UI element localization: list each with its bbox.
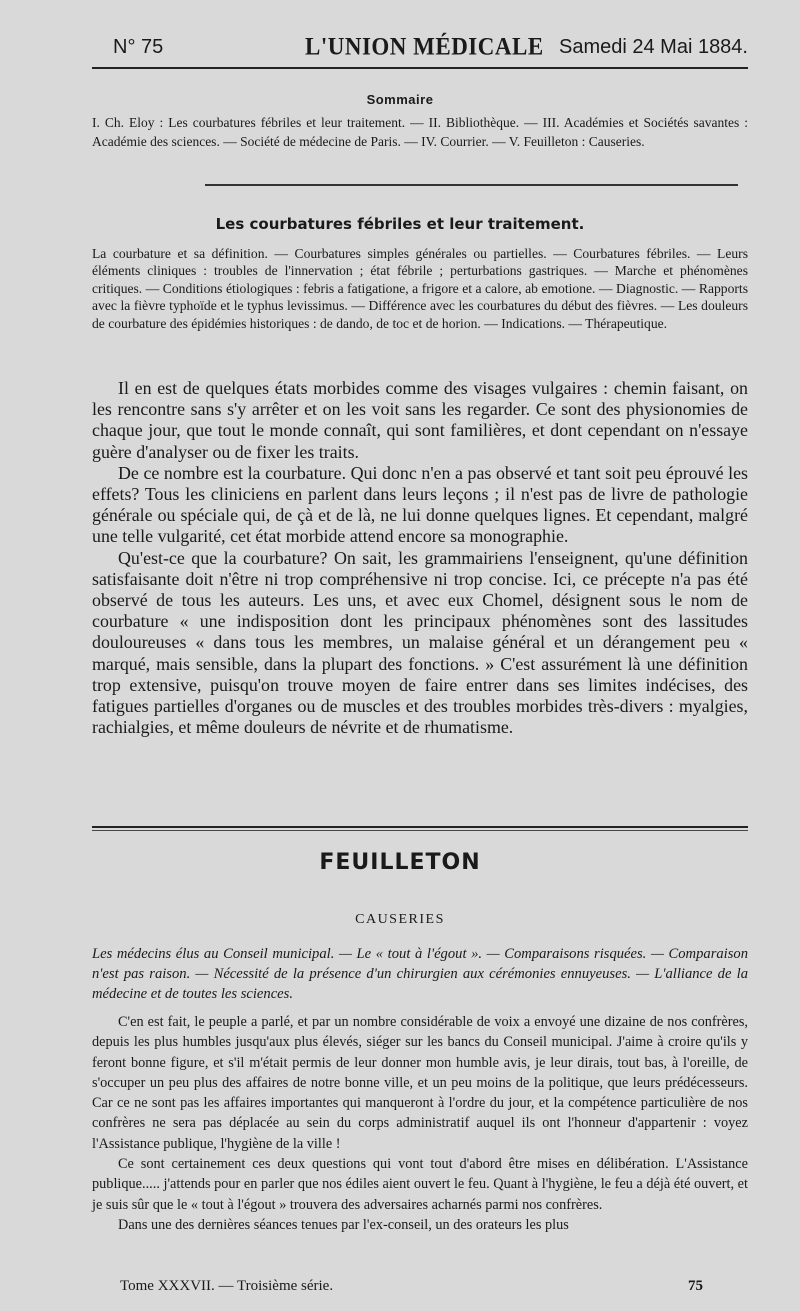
article-paragraph: Qu'est-ce que la courbature? On sait, les grammairiens l'enseignent, qu'une définition satisfaisante doit n'être ni trop compréhensive ni trop concise. Ici, ce précepte n'a pas été observé de tous les auteurs. Les uns, et avec eux Chomel, désignent sous le nom de courbature « une indisposition dont les principaux phénomènes sont des lassitudes douloureuses « dans tous les membres, un malaise général et un dérangement peu « marqué, mais sensible, dans la plupart des fonctions. » C'est assurément là une définition trop extensive, puisqu'on trouve moyen de faire entrer dans ses limites indécises, des fatigues partielles d'organes ou de muscles et des troubles morbides très-divers : myalgies, rachialgies, et même douleurs de névrite et de rhumatisme. (92, 547, 748, 738)
feuilleton-rule (92, 826, 748, 828)
article-title: Les courbatures fébriles et leur traitement. (215, 215, 585, 233)
sommaire-title: Sommaire (366, 92, 434, 107)
feuilleton-subtitle: Les médecins élus au Conseil municipal. — Le « tout à l'égout ». — Comparaisons risquées. — Comparaison n'est pas raison. — Nécessité de la présence d'un chirurgien aux cérémonies ennuyeuses. — L'alliance de la médecine et de toutes les sciences. (92, 946, 748, 1002)
feuilleton-section: CAUSERIES (355, 912, 445, 927)
header-rule (92, 67, 748, 69)
feuilleton-body (92, 1012, 748, 1235)
article-summary: La courbature et sa définition. — Courbatures simples générales ou partielles. — Courbatures fébriles. — Leurs éléments cliniques : troubles de l'innervation ; état fébrile ; perturbations gastriques. — Marche et phénomènes critiques. — Conditions étiologiques : febris a fatigatione, a frigore et a calore, ab emotione. — Diagnostic. — Rapports avec la fièvre typhoïde et le typhus levissimus. — Différence avec les courbatures du début des fièvres. — Les douleurs de courbature des épidémies historiques : de dando, de toc et de horion. — Indications. — Thérapeutique. (92, 246, 748, 331)
article-paragraph: Il en est de quelques états morbides comme des visages vulgaires : chemin faisant, on les rencontre sans s'y arrêter et on les voit sans les regarder. Ce sont des physionomies de chaque jour, que tout le monde connaît, qui sont familières, et dont cependant on n'essaye guère d'analyser ou de fixer les traits. (92, 378, 748, 462)
issue-date: Samedi 24 Mai 1884. (558, 36, 748, 58)
article-paragraph: De ce nombre est la courbature. Qui donc n'en a pas observé et tant soit peu éprouvé les effets? Tous les cliniciens en parlent dans leurs leçons ; il n'est pas de livre de pathologie générale ou spéciale qui, de çà et de là, ne lui donne quelques lignes. Et cependant, malgré une telle vulgarité, cet état morbide attend encore sa monographie. (92, 462, 748, 547)
feuilleton-paragraph: Dans une des dernières séances tenues par l'ex-conseil, un des orateurs les plus (118, 1216, 569, 1233)
issue-number: N° 75 (113, 36, 164, 58)
feuilleton-paragraph: Ce sont certainement ces deux questions qui vont tout d'abord être mises en délibération. L'Assistance publique..... j'attends pour en parler que nos édiles aient ouvert le feu. Quant à l'hygiène, le feu a déjà été ouvert, et je suis sûr que le « tout à l'égout » trouvera des adversaires acharnés parmi nos confrères. (92, 1156, 748, 1213)
feuilleton-title: FEUILLETON (319, 850, 481, 875)
feuilleton-paragraph: C'en est fait, le peuple a parlé, et par un nombre considérable de voix a envoyé une dizaine de nos confrères, depuis les plus humbles jusqu'aux plus élevés, siéger sur les bancs du Conseil municipal. J'aime à croire qu'ils y feront bonne figure, et s'il m'était permis de leur donner mon humble avis, je leur dirais, tout bas, à l'oreille, de s'occuper un peu plus des affaires de notre bonne ville, et un peu moins de la politique, que leurs prédécesseurs. Car ce ne sont pas les affaires importantes qui manqueront à l'ordre du jour, et la compétence particulière de nos confrères ne sera pas déplacée au sein du corps administratif auquel ils ont l'honneur d'appartenir : voyez l'Assistance publique, l'hygiène de la ville ! (92, 1014, 748, 1152)
volume-info: Tome XXXVII. — Troisième série. (120, 1278, 334, 1294)
sommaire-text: I. Ch. Eloy : Les courbatures fébriles et leur traitement. — II. Bibliothèque. — III. Académies et Sociétés savantes : Académie des sciences. — Société de médecine de Paris. — IV. Courrier. — V. Feuilleton : Causeries. (92, 115, 748, 149)
journal-title: L'UNION MÉDICALE (305, 32, 544, 61)
feuilleton-rule-thin (92, 830, 748, 831)
article-body (92, 378, 748, 738)
page-header (105, 32, 748, 66)
sommaire-rule (205, 184, 738, 186)
page-number: 75 (688, 1278, 703, 1294)
